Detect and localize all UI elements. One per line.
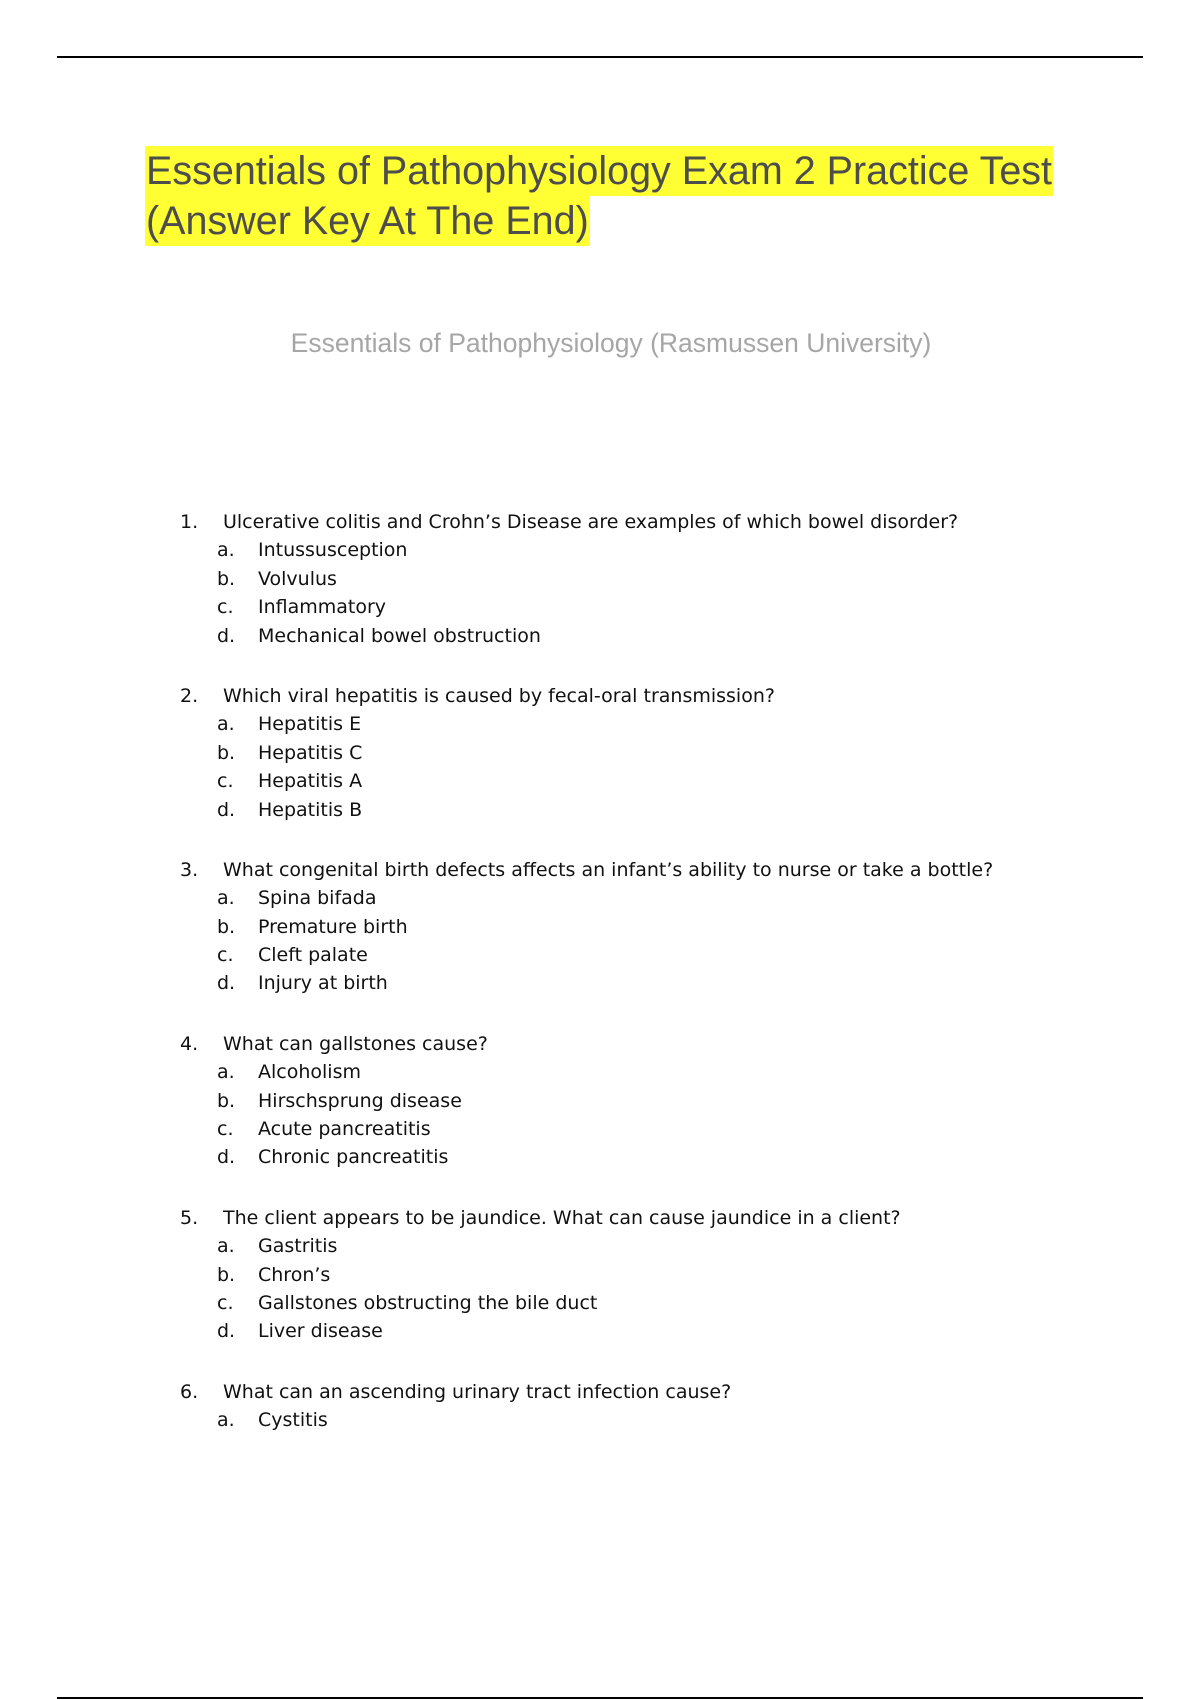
answer-option xyxy=(0,565,1200,593)
option-text: Intussusception xyxy=(258,539,408,562)
option-text: Gastritis xyxy=(258,1235,338,1258)
option-letter: c. xyxy=(217,1118,234,1141)
question-number: 4. xyxy=(180,1032,199,1055)
question-number: 1. xyxy=(180,511,199,533)
question-stem xyxy=(0,508,1200,536)
question-text: What can gallstones cause? xyxy=(223,1032,488,1055)
question-4 xyxy=(0,1030,1200,1172)
option-letter: b. xyxy=(217,1263,236,1286)
answer-option xyxy=(0,913,1200,941)
option-text: Chron’s xyxy=(258,1263,331,1286)
question-stem xyxy=(0,1204,1200,1232)
option-letter: d. xyxy=(217,798,236,821)
question-2 xyxy=(0,682,1200,824)
question-stem xyxy=(0,682,1200,710)
option-letter: a. xyxy=(217,1061,235,1084)
option-text: Cleft palate xyxy=(258,944,368,967)
option-letter: c. xyxy=(217,944,234,967)
option-text: Liver disease xyxy=(258,1320,383,1343)
answer-option xyxy=(0,941,1200,969)
answer-option xyxy=(0,1406,1200,1434)
answer-option xyxy=(0,969,1200,997)
answer-option xyxy=(0,593,1200,621)
question-3 xyxy=(0,856,1200,998)
option-text: Hepatitis A xyxy=(258,770,363,793)
question-number: 6. xyxy=(180,1380,199,1403)
top-rule xyxy=(57,56,1143,58)
document-title xyxy=(145,146,1095,246)
option-text: Hepatitis E xyxy=(258,713,362,736)
option-letter: a. xyxy=(217,539,235,562)
answer-option xyxy=(0,884,1200,912)
answer-option xyxy=(0,796,1200,824)
option-text: Gallstones obstructing the bile duct xyxy=(258,1291,598,1314)
question-6 xyxy=(0,1378,1200,1435)
option-letter: d. xyxy=(217,1320,236,1343)
option-text: Cystitis xyxy=(258,1409,328,1432)
option-letter: a. xyxy=(217,1235,235,1258)
option-letter: b. xyxy=(217,1089,236,1112)
option-letter: b. xyxy=(217,567,236,590)
answer-option xyxy=(0,1289,1200,1317)
answer-option xyxy=(0,1232,1200,1260)
answer-option xyxy=(0,1317,1200,1345)
title-line-1: Essentials of Pathophysiology Exam 2 Practice Test xyxy=(145,146,1053,196)
option-text: Mechanical bowel obstruction xyxy=(258,624,541,647)
option-text: Injury at birth xyxy=(258,972,388,995)
question-stem xyxy=(0,856,1200,884)
answer-option xyxy=(0,739,1200,767)
title-line-2: (Answer Key At The End) xyxy=(145,196,590,246)
option-text: Hirschsprung disease xyxy=(258,1089,462,1112)
document-subtitle: Essentials of Pathophysiology (Rasmussen University) xyxy=(290,328,932,358)
answer-option xyxy=(0,1087,1200,1115)
answer-option xyxy=(0,1261,1200,1289)
option-letter: b. xyxy=(217,741,236,764)
option-letter: b. xyxy=(217,915,236,938)
option-text: Premature birth xyxy=(258,915,408,938)
answer-option xyxy=(0,1115,1200,1143)
option-text: Hepatitis C xyxy=(258,741,363,764)
option-letter: d. xyxy=(217,624,236,647)
question-number: 5. xyxy=(180,1206,199,1229)
option-text: Volvulus xyxy=(258,567,337,590)
option-text: Spina bifada xyxy=(258,887,377,910)
answer-option xyxy=(0,536,1200,564)
option-letter: a. xyxy=(217,1409,235,1432)
question-text: What can an ascending urinary tract infection cause? xyxy=(223,1380,732,1403)
answer-option xyxy=(0,1143,1200,1171)
answer-option xyxy=(0,767,1200,795)
answer-option xyxy=(0,622,1200,650)
option-text: Chronic pancreatitis xyxy=(258,1146,449,1169)
question-list xyxy=(0,508,1200,1467)
answer-option xyxy=(0,1058,1200,1086)
option-letter: c. xyxy=(217,770,234,793)
option-letter: a. xyxy=(217,887,235,910)
question-stem xyxy=(0,1030,1200,1058)
option-text: Acute pancreatitis xyxy=(258,1118,431,1141)
option-letter: d. xyxy=(217,972,236,995)
question-text: Which viral hepatitis is caused by fecal-oral transmission? xyxy=(223,684,775,707)
question-5 xyxy=(0,1204,1200,1346)
option-letter: c. xyxy=(217,596,234,619)
question-1 xyxy=(0,508,1200,650)
option-letter: c. xyxy=(217,1291,234,1314)
question-text: Ulcerative colitis and Crohn’s Disease are examples of which bowel disorder? xyxy=(223,511,959,533)
option-text: Alcoholism xyxy=(258,1061,361,1084)
question-number: 2. xyxy=(180,684,199,707)
question-text: What congenital birth defects affects an infant’s ability to nurse or take a bottle? xyxy=(223,858,994,881)
question-stem xyxy=(0,1378,1200,1406)
option-text: Hepatitis B xyxy=(258,798,363,821)
option-text: Inflammatory xyxy=(258,596,387,619)
question-text: The client appears to be jaundice. What can cause jaundice in a client? xyxy=(223,1206,901,1229)
question-number: 3. xyxy=(180,858,199,881)
option-letter: a. xyxy=(217,713,235,736)
answer-option xyxy=(0,710,1200,738)
bottom-rule xyxy=(57,1697,1143,1699)
option-letter: d. xyxy=(217,1146,236,1169)
